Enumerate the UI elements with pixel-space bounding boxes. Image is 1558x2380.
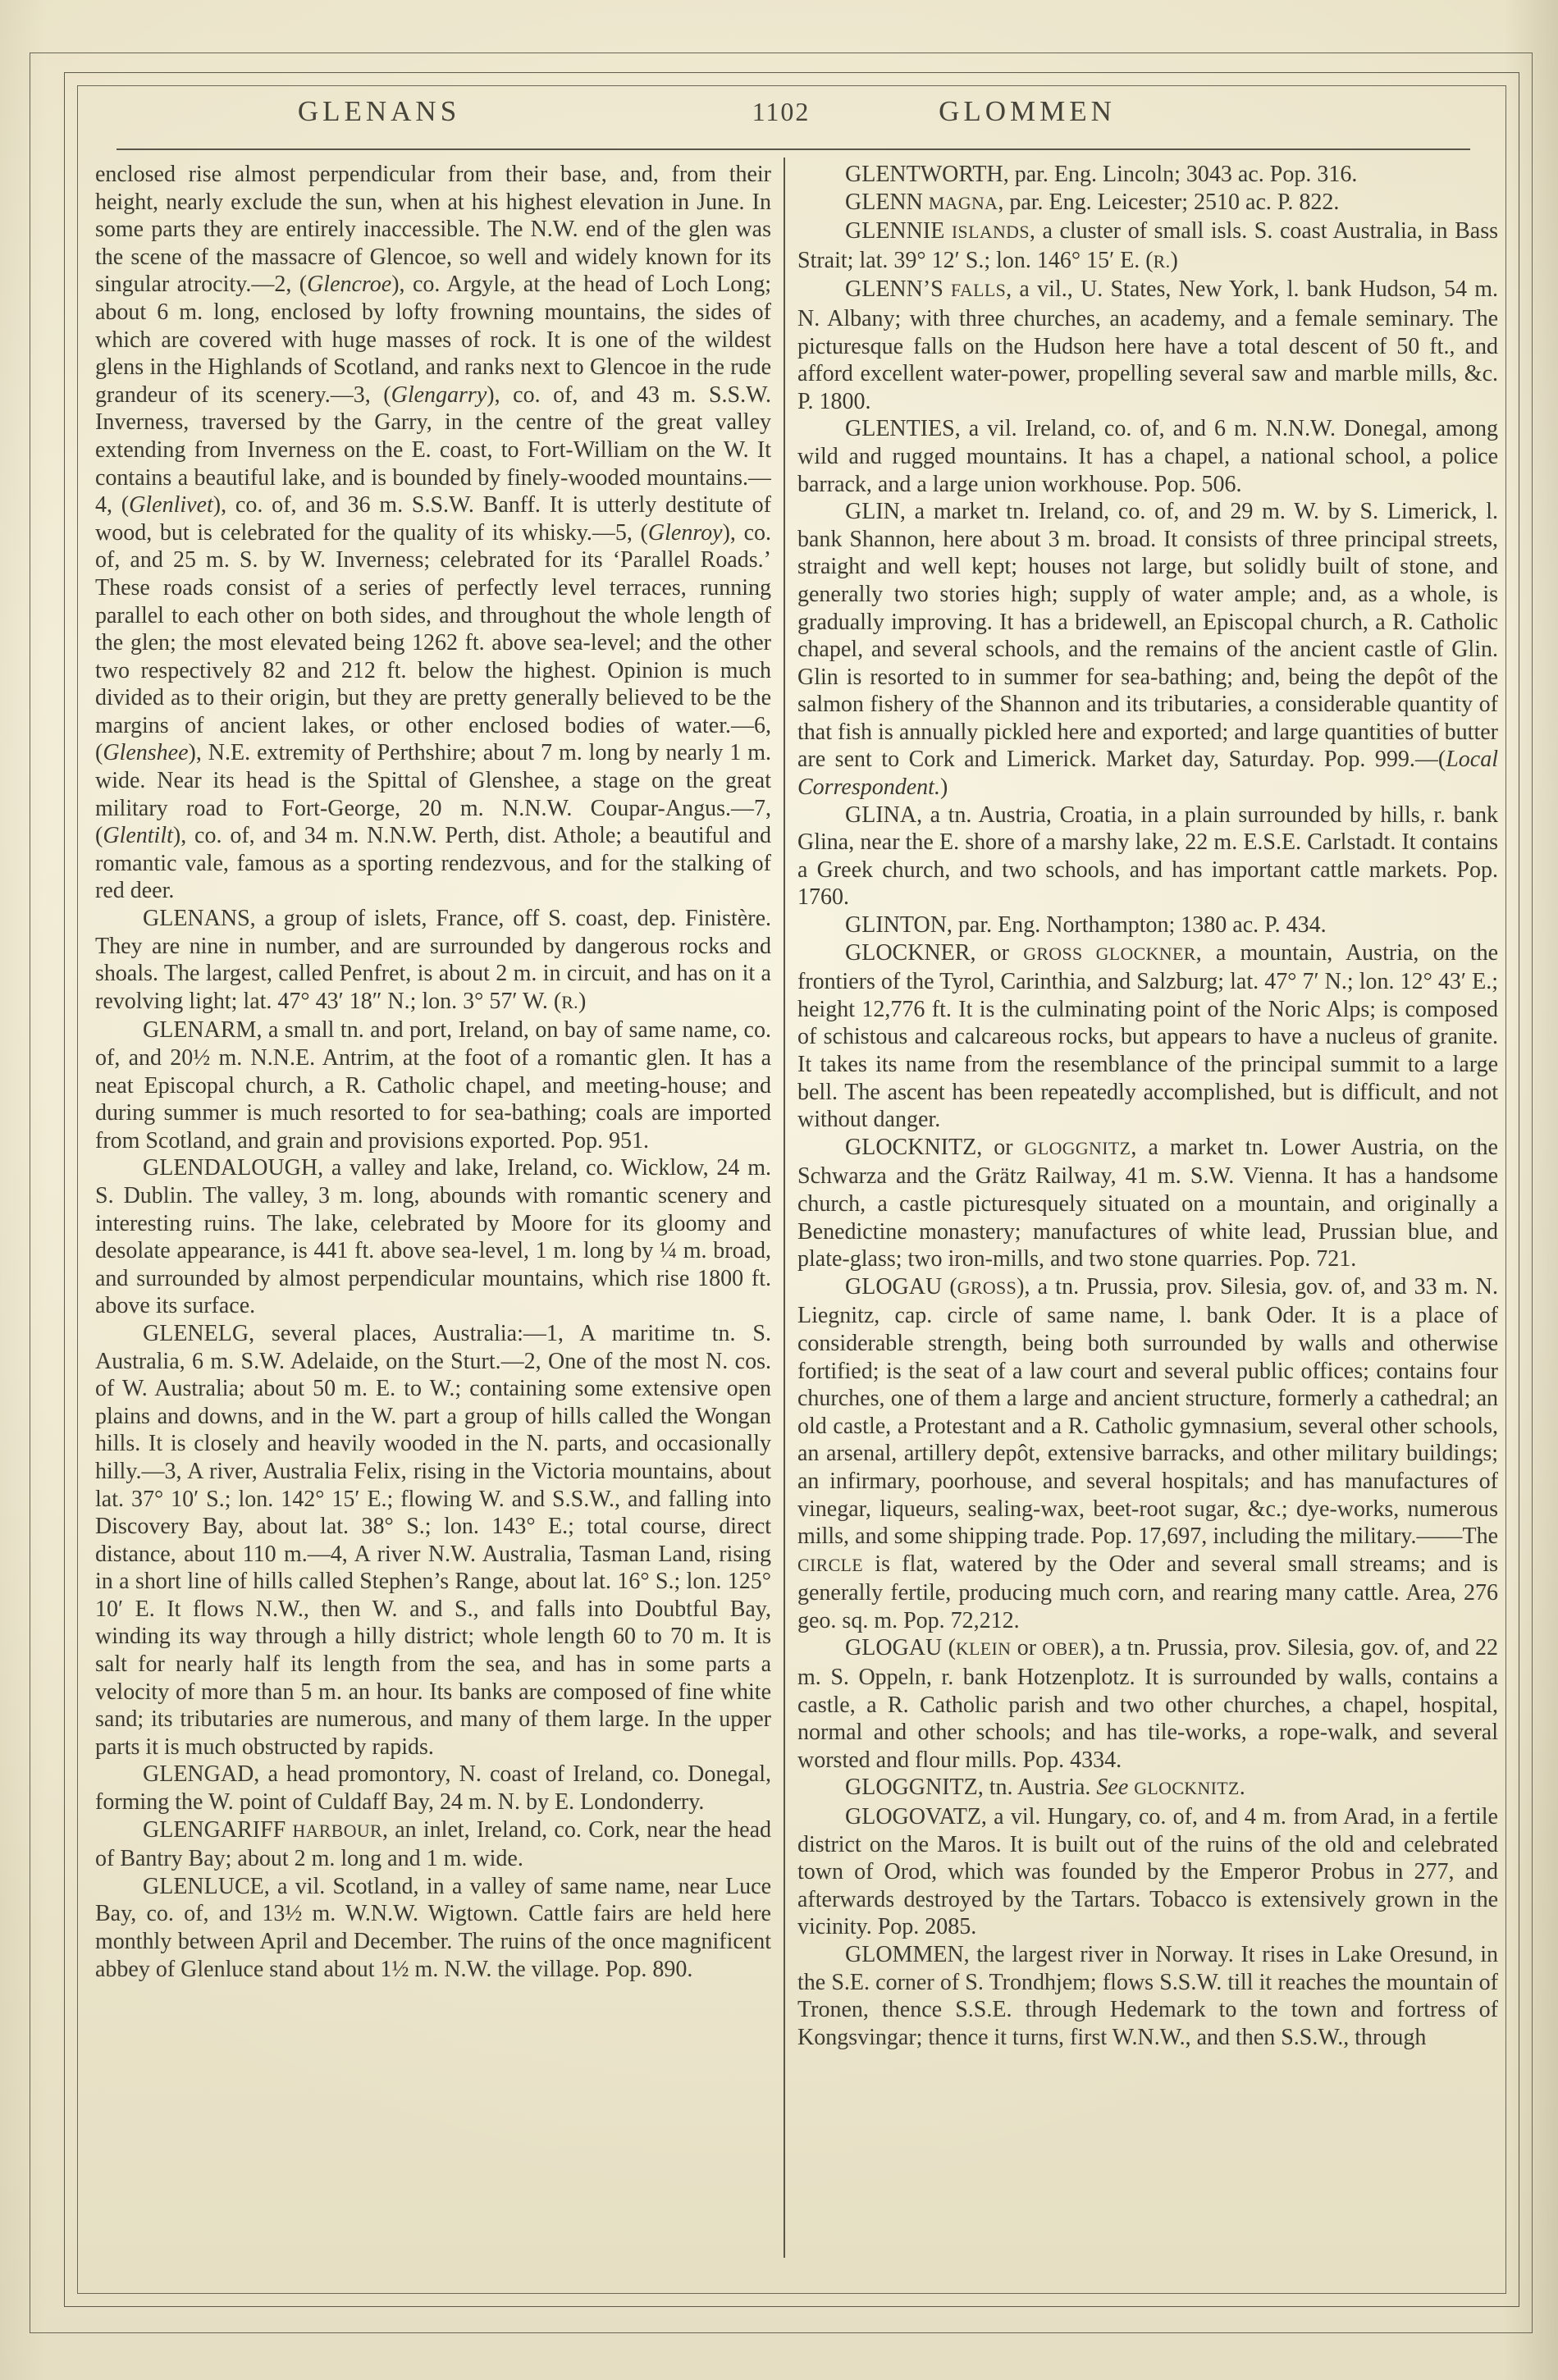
smallcaps-text: CIRCLE bbox=[797, 1555, 864, 1575]
entry-text: GLOMMEN, the largest river in Norway. It rises in Lake Oresund, in the S.E. corner of S. Trondhjem; flows S.S.W. till it reaches the mountain of Tronen, thence S.S.E. through Hedemark to the town and fortress of Kongsvingar; thence it turns, first W.N.W., and then S.S.W., through bbox=[797, 1942, 1498, 2050]
smallcaps-text: R. bbox=[1153, 251, 1171, 272]
entry-text: enclosed rise almost perpendicular from their base, and, from their height, nearly exclude the sun, when at his highest elevation in June. In some parts they are entirely inaccessible. The N.W. end of the glen was the scene of the massacre of Glencoe, so well and widely known for its singular atrocity.—2, ( bbox=[95, 162, 771, 298]
entry-text: is flat, watered by the Oder and several small streams; and is generally fertile, producing much corn, and rearing many cattle. Area, 276 geo. sq. m. Pop. 72,212. bbox=[797, 1551, 1498, 1633]
entry-text: , a mountain, Austria, on the frontiers of the Tyrol, Carinthia, and Salzburg; lat. 47° 7′ N.; lon. 12° 43′ E.; height 12,776 ft. It is the culminating point of the Noric Alps; is composed of schistous and calcareous rocks, but appears to have a nucleus of granite. It takes its name from the resemblance of the principal summit to a large bell. The ascent has been repeatedly accomplished, but is difficult, and not without danger. bbox=[797, 939, 1498, 1133]
entry-paragraph bbox=[95, 1816, 771, 1873]
entry-text: ) bbox=[578, 988, 587, 1014]
smallcaps-text: MAGNA bbox=[928, 193, 998, 213]
entry-text: ), co. of, and 36 m. S.S.W. Banff. It is utterly destitute of wood, but is celebrated for the quality of its whisky.—5, ( bbox=[95, 492, 771, 546]
italic-text: Glenroy bbox=[647, 519, 723, 546]
page-number: 1102 bbox=[752, 97, 811, 126]
smallcaps-text: GLOCKNITZ bbox=[1134, 1779, 1240, 1799]
entry-text: GLENELG, several places, Australia:—1, A maritime tn. S. Australia, 6 m. S.W. Adelaide, on the Sturt.—2, One of the most N. cos. of W. Australia; about 50 m. E. to W.; containing some extensive open plains and downs, and in the W. part a group of hills called the Wongan hills. It is closely and heavily wooded in the N. parts, and occasionally hilly.—3, A river, Australia Felix, rising in the Victoria mountains, about lat. 37° 10′ S.; lon. 142° 15′ E.; flowing W. and S.S.W., and falling into Discovery Bay, about lat. 38° S.; lon. 143° E.; total course, direct distance, about 110 m.—4, A river N.W. Australia, Tasman Land, rising in a short line of hills called Stephen’s Range, about lat. 16° S.; lon. 125° 10′ E. It flows N.W., then W. and S., and falls into Doubtful Bay, winding its way through a hilly district; whole length 60 to 70 m. It is salt for nearly half its length from the sea, and has in some parts a velocity of more than 5 m. an hour. Its banks are composed of fine white sand; its tributaries are numerous, and many of them large. In the upper parts it is much obstructed by rapids. bbox=[95, 1320, 771, 1760]
entry-text: , a cluster of small isls. S. coast Australia, in Bass Strait; lat. 39° 12′ S.; lon. 146° 15′ E. ( bbox=[797, 218, 1498, 273]
entry-text: ) bbox=[1170, 247, 1178, 273]
italic-text: Glentilt bbox=[103, 823, 173, 849]
entry-text: GLENTWORTH, par. Eng. Lincoln; 3043 ac. Pop. 316. bbox=[845, 162, 1358, 187]
entry-text: ), N.E. extremity of Perthshire; about 7 m. long by nearly 1 m. wide. Near its head is the Spittal of Glenshee, a stage on the great military road to Fort-George, 20 m. N.N.W. Coupar-Angus.—7, ( bbox=[95, 740, 771, 849]
entry-text: GLENANS, a group of islets, France, off S. coast, dep. Finistère. They are nine in number, and are surrounded by dangerous rocks and shoals. The largest, called Penfret, is about 2 m. in circuit, and has on it a revolving light; lat. 47° 43′ 18″ N.; lon. 3° 57′ W. ( bbox=[95, 906, 771, 1014]
entry-text: ), co. Argyle, at the head of Loch Long; about 6 m. long, enclosed by lofty frowning mountains, the sides of which are covered with huge masses of rock. It is one of the wildest glens in the Highlands of Scotland, and ranks next to Glencoe in the rude grandeur of its scenery.—3, ( bbox=[95, 272, 771, 408]
entry-paragraph bbox=[797, 217, 1498, 276]
italic-text: Glengarry bbox=[391, 381, 487, 408]
entry-text: GLENN bbox=[845, 189, 929, 215]
entry-text: GLINTON, par. Eng. Northampton; 1380 ac. P. 434. bbox=[845, 912, 1327, 939]
entry-text: ), co. of, and 34 m. N.N.W. Perth, dist. Athole; a beautiful and romantic vale, famous as a sporting rendezvous, and for the stalking of red deer. bbox=[95, 823, 771, 904]
smallcaps-text: GLOGGNITZ bbox=[1024, 1138, 1131, 1158]
italic-text: See bbox=[1096, 1775, 1129, 1801]
entry-paragraph bbox=[797, 189, 1498, 218]
entry-paragraph bbox=[797, 161, 1498, 189]
entry-paragraph bbox=[95, 905, 771, 1016]
entry-paragraph bbox=[797, 1634, 1498, 1774]
entry-text: , a market tn. Lower Austria, on the Schwarza and the Grätz Railway, 41 m. S.W. Vienna. It has a handsome church, a castle picturesquely situated on a mountain, and originally a Benedictine monastery; manufactures of white lead, Prussian blue, and plate-glass; two iron-mills, and two stone quarries. Pop. 721. bbox=[797, 1134, 1498, 1272]
entry-text: , a vil., U. States, New York, l. bank Hudson, 54 m. N. Albany; with three churches, an academy, and a female seminary. The picturesque falls on the Hudson here have a total descent of 50 ft., and afford excellent water-power, propelling several saw and marble mills, &c. P. 1800. bbox=[797, 276, 1498, 414]
smallcaps-text: GROSS bbox=[957, 1277, 1017, 1298]
entry-text: , an inlet, Ireland, co. Cork, near the head of Bantry Bay; about 2 m. long and 1 m. wide. bbox=[95, 1816, 771, 1872]
page-header bbox=[0, 95, 1558, 138]
entry-paragraph bbox=[797, 911, 1498, 939]
entry-text: , par. Eng. Leicester; 2510 ac. P. 822. bbox=[998, 189, 1340, 215]
entry-text: ) bbox=[939, 774, 948, 801]
smallcaps-text: ISLANDS bbox=[951, 222, 1030, 243]
entry-text: GLENDALOUGH, a valley and lake, Ireland, co. Wicklow, 24 m. S. Dublin. The valley, 3 m. long, abounds with romantic scenery and interesting ruins. The lake, celebrated by Moore for its gloomy and desolate appearance, is 441 ft. above sea-level, 1 m. long by ¼ m. broad, and surrounded by almost perpendicular mountains, which rise 1800 ft. above its surface. bbox=[95, 1155, 771, 1319]
entry-text: GLENGAD, a head promontory, N. coast of Ireland, co. Donegal, forming the W. point of Culdaff Bay, 24 m. N. by E. Londonderry. bbox=[95, 1761, 771, 1816]
entry-paragraph bbox=[797, 1803, 1498, 1941]
entry-text: GLENARM, a small tn. and port, Ireland, on bay of same name, co. of, and 20½ m. N.N.E. Antrim, at the foot of a romantic glen. It has a neat Episcopal church, a R. Catholic chapel, and meeting-house; and during summer is much resorted to for sea-bathing; coals are imported from Scotland, and grain and provisions exported. Pop. 951. bbox=[95, 1017, 771, 1153]
entry-paragraph bbox=[95, 1154, 771, 1320]
entry-text: ), a tn. Prussia, prov. Silesia, gov. of, and 33 m. N. Liegnitz, cap. circle of same name, l. bank Oder. It is a place of considerable strength, being both surrounded by walls and otherwise fortified; is the seat of a law court and several public offices; contains four churches, one of them a large and ancient structure, formerly a cathedral; an old castle, a Protestant and a R. Catholic gymnasium, several other schools, an arsenal, artillery depôt, extensive barracks, and other military buildings; an infirmary, poorhouse, and several hospitals; and has manufactures of vinegar, liqueurs, sealing-wax, beet-root sugar, &c.; dye-works, numerous mills, and some shipping trade. Pop. 17,697, including the military.——The bbox=[797, 1273, 1498, 1550]
italic-text: Glenshee bbox=[103, 740, 189, 766]
entry-paragraph bbox=[95, 1873, 771, 1983]
entry-paragraph bbox=[797, 1774, 1498, 1803]
entry-paragraph bbox=[797, 939, 1498, 1134]
entry-text: GLENLUCE, a vil. Scotland, in a valley of same name, near Luce Bay, co. of, and 13½ m. W.N.W. Wigtown. Cattle fairs are held here monthly between April and December. The ruins of the once magnificent abbey of Glenluce stand about 1½ m. N.W. the village. Pop. 890. bbox=[95, 1873, 771, 1982]
italic-text: Glencroe bbox=[307, 272, 392, 298]
smallcaps-text: GROSS GLOCKNER bbox=[1023, 943, 1196, 964]
running-head-right: GLOMMEN bbox=[939, 95, 1116, 127]
entry-paragraph bbox=[797, 276, 1498, 415]
entry-text: GLOCKNITZ, or bbox=[845, 1134, 1025, 1160]
entry-text: ), co. of, and 43 m. S.S.W. Inverness, traversed by the Garry, in the centre of the great valley extending from Inverness on the E. coast, to Fort-William on the W. It contains a beautiful lake, and is bounded by finely-wooded mountains.—4, ( bbox=[95, 381, 771, 518]
entry-text: GLINA, a tn. Austria, Croatia, in a plain surrounded by hills, r. bank Glina, near the E. shore of a marshy lake, 22 m. E.S.E. Carlstadt. It contains a Greek church, and two schools, and has important cattle markets. Pop. 1760. bbox=[797, 802, 1498, 911]
entry-paragraph bbox=[797, 415, 1498, 498]
left-column bbox=[95, 161, 771, 2273]
italic-text: Glenlivet bbox=[129, 492, 213, 518]
entry-text: or bbox=[1011, 1635, 1043, 1661]
entry-paragraph bbox=[95, 1016, 771, 1154]
smallcaps-text: KLEIN bbox=[955, 1639, 1012, 1660]
entry-paragraph bbox=[797, 802, 1498, 911]
entry-text: GLENNIE bbox=[845, 218, 952, 244]
entry-paragraph bbox=[797, 498, 1498, 802]
entry-text: GLOCKNER, or bbox=[845, 939, 1024, 966]
italic-text: Local Correspondent. bbox=[797, 747, 1498, 801]
entry-paragraph bbox=[95, 161, 771, 905]
smallcaps-text: FALLS bbox=[951, 281, 1007, 301]
entry-text: GLIN, a market tn. Ireland, co. of, and 29 m. W. by S. Limerick, l. bank Shannon, here about 3 m. broad. It consists of three principal streets, straight and well kept; houses not large, but solidly built of stone, and generally two stories high; supply of water ample; and, as a whole, is gradually improving. It has a bridewell, an Episcopal church, a R. Catholic chapel, and several schools, and the remains of the ancient castle of Glin. Glin is resorted to in summer for sea-bathing; and, being the depôt of the salmon fishery of the Shannon and its tributaries, a considerable quantity of that fish is annually pickled here and exported; and large quantities of butter are sent to Cork and Limerick. Market day, Saturday. Pop. 999.—( bbox=[797, 499, 1498, 773]
entry-text: GLOGOVATZ, a vil. Hungary, co. of, and 4 m. from Arad, in a fertile district on the Maros. It is built out of the ruins of the old and celebrated town of Orod, which was founded by the Emperor Probus in 277, and afterwards destroyed by the Tartars. Tobacco is extensively grown in the vicinity. Pop. 2085. bbox=[797, 1804, 1498, 1940]
entry-text: GLOGGNITZ, tn. Austria. bbox=[845, 1775, 1097, 1801]
entry-paragraph bbox=[797, 1941, 1498, 2051]
entry-text: GLENGARIFF bbox=[143, 1816, 293, 1843]
running-head-left: GLENANS bbox=[297, 95, 461, 127]
entry-text: GLOGAU ( bbox=[845, 1635, 956, 1661]
entry-text: GLOGAU ( bbox=[845, 1273, 957, 1300]
entry-text: GLENN’S bbox=[845, 276, 952, 303]
smallcaps-text: OBER bbox=[1042, 1639, 1092, 1660]
entry-text: ), co. of, and 25 m. S. by W. Inverness; celebrated for its ‘Parallel Roads.’ These roads consist of a series of perfectly level terraces, running parallel to each other on both sides, and throughout the whole length of the glen; the most elevated being 1262 ft. above sea-level; and the other two respectively 82 and 212 ft. below the highest. Opinion is much divided as to their origin, but they are pretty generally believed to be the margins of ancient lakes, or other enclosed bodies of water.—6, ( bbox=[95, 519, 771, 766]
right-column bbox=[797, 161, 1498, 2273]
entry-paragraph bbox=[797, 1273, 1498, 1635]
smallcaps-text: HARBOUR bbox=[292, 1820, 383, 1841]
entry-paragraph bbox=[797, 1134, 1498, 1273]
entry-text: . bbox=[1239, 1775, 1245, 1801]
entry-text: GLENTIES, a vil. Ireland, co. of, and 6 m. N.N.W. Donegal, among wild and rugged mountains. It has a chapel, a national school, a police barrack, and a large union workhouse. Pop. 506. bbox=[797, 416, 1498, 497]
entry-paragraph bbox=[95, 1320, 771, 1761]
column-divider bbox=[784, 158, 785, 2258]
entry-text: ), a tn. Prussia, prov. Silesia, gov. of, and 22 m. S. Oppeln, r. bank Hotzenplotz. It is surrounded by walls, contains a castle, a R. Catholic parish and two other churches, a chapel, hospital, normal and other schools; and has tile-works, a rope-walk, and several worsted and flour mills. Pop. 4334. bbox=[797, 1635, 1498, 1773]
smallcaps-text: R. bbox=[561, 992, 579, 1012]
header-rule bbox=[117, 148, 1470, 150]
entry-paragraph bbox=[95, 1761, 771, 1816]
